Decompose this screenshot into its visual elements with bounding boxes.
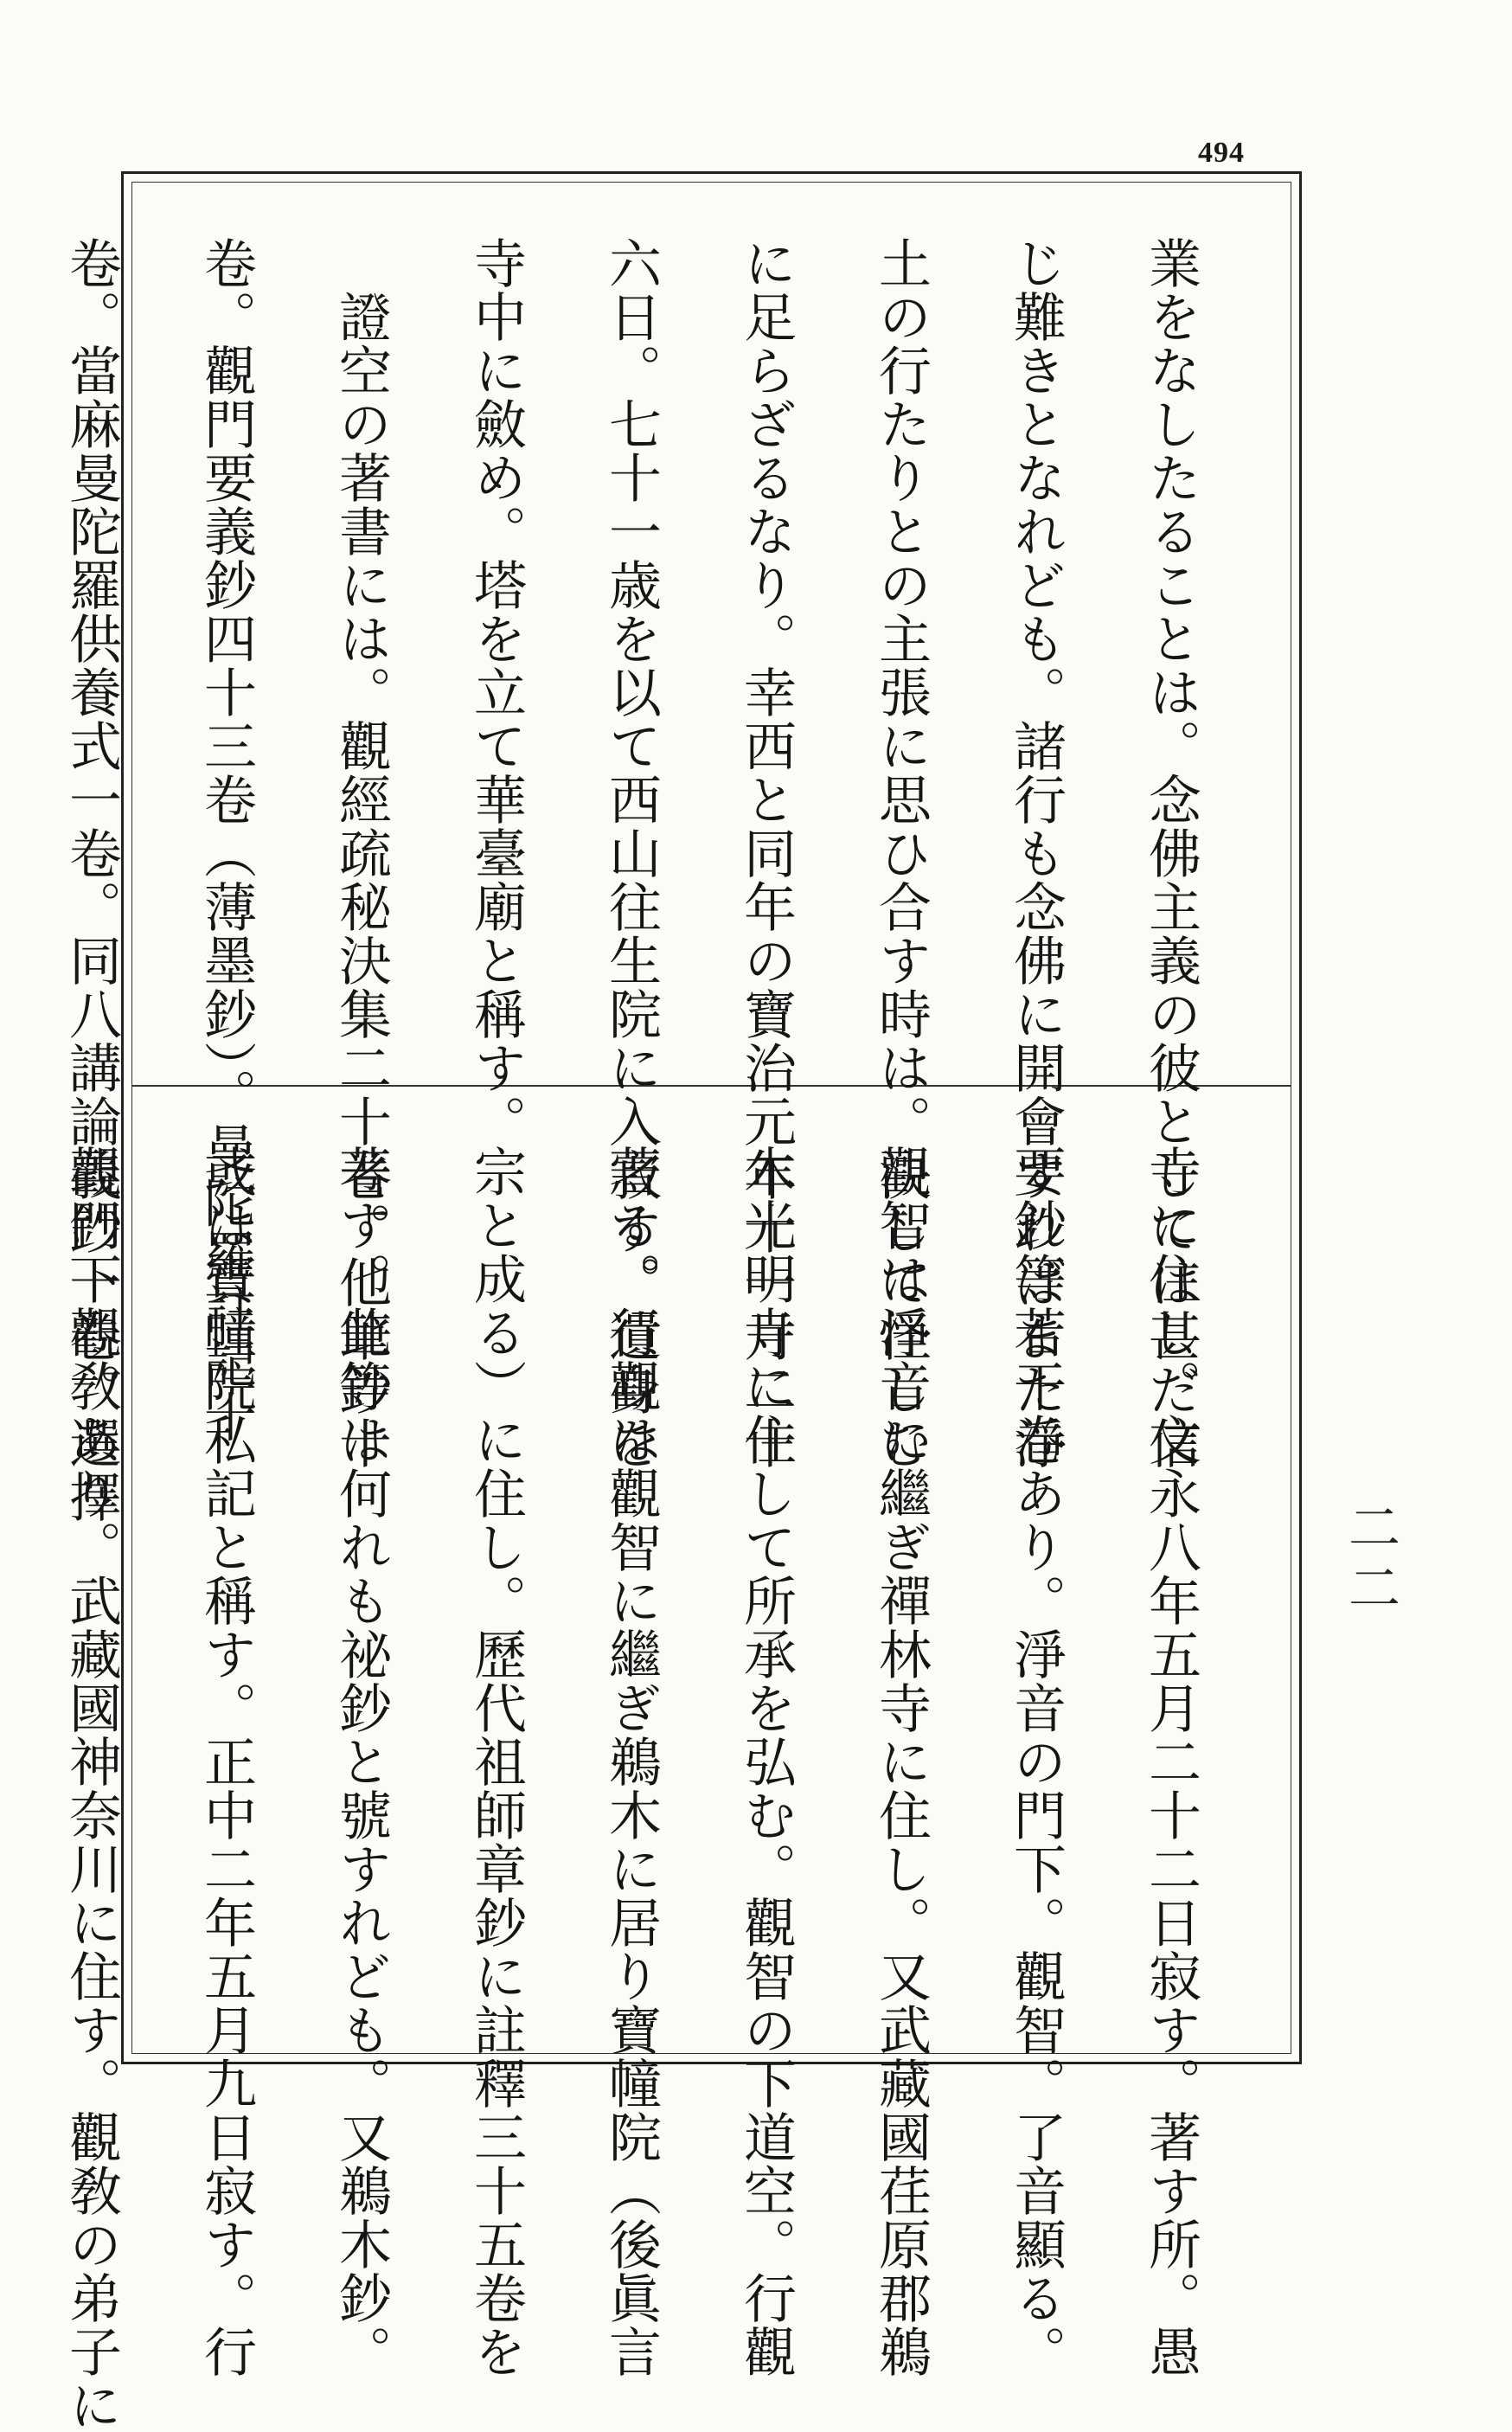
bottom-text-block — [0, 1109, 1272, 2432]
text-line: 著る。行觀は觀智に繼ぎ鵜木に居り寶幢院（後眞言 — [600, 1144, 662, 2378]
text-line: 六日。七十一歳を以て西山往生院に入寂す。遺身を — [600, 235, 662, 1470]
top-text-block — [0, 201, 1272, 1524]
text-line: 卷。當麻曼陀羅供養式一卷。同八講論義鈔一卷。選擇 — [61, 235, 122, 1524]
text-line: 寺中に斂め。塔を立て華臺廟と稱す。 — [465, 235, 527, 1148]
text-line: じ難きとなれども。諸行も念佛に開會すればまた淨 — [1005, 235, 1067, 1470]
text-line: 木光明寺に住して所承を弘む。觀智の下道空。行觀 — [735, 1144, 797, 2378]
text-line: に足らざるなり。幸西と同年の寶治元年十一月二十 — [735, 235, 797, 1470]
text-line: 土の行たりとの主張に思ひ合す時は。決して怪しむ — [870, 235, 932, 1470]
text-line: 或は寶幢院私記と稱す。正中二年五月九日寂す。行 — [195, 1144, 257, 2378]
local-page-mark: 二二 — [1340, 1500, 1400, 1621]
text-line: 觀門下觀敎あり。武藏國神奈川に住す。觀敎の弟子に — [61, 1144, 122, 2432]
text-line: 觀智は淨音に繼ぎ禪林寺に住し。又武藏國荏原郡鵜 — [870, 1144, 932, 2378]
text-line: 寺に住し。文永八年五月二十二日寂す。著す所。愚 — [1140, 1144, 1201, 2378]
text-line: 著す。此等は何れも祕鈔と號すれども。又鵜木鈔。 — [330, 1144, 392, 2378]
section-divider — [131, 1085, 1291, 1087]
text-line: 卷。觀門要義鈔四十三卷（薄墨鈔）。曼陀羅註記十 — [195, 235, 257, 1444]
text-line: 業をなしたることは。念佛主義の彼としては甚だ信 — [1140, 235, 1201, 1470]
text-line: 證空の著書には。觀經疏秘決集二十卷。他筆鈔十 — [330, 235, 392, 1470]
page-number: 494 — [1198, 137, 1245, 169]
text-line: 要鈔等若干卷あり。淨音の門下。觀智。了音顯る。 — [1005, 1144, 1067, 2378]
text-line: 宗と成る）に住し。歷代祖師章鈔に註釋三十五卷を — [465, 1144, 527, 2378]
